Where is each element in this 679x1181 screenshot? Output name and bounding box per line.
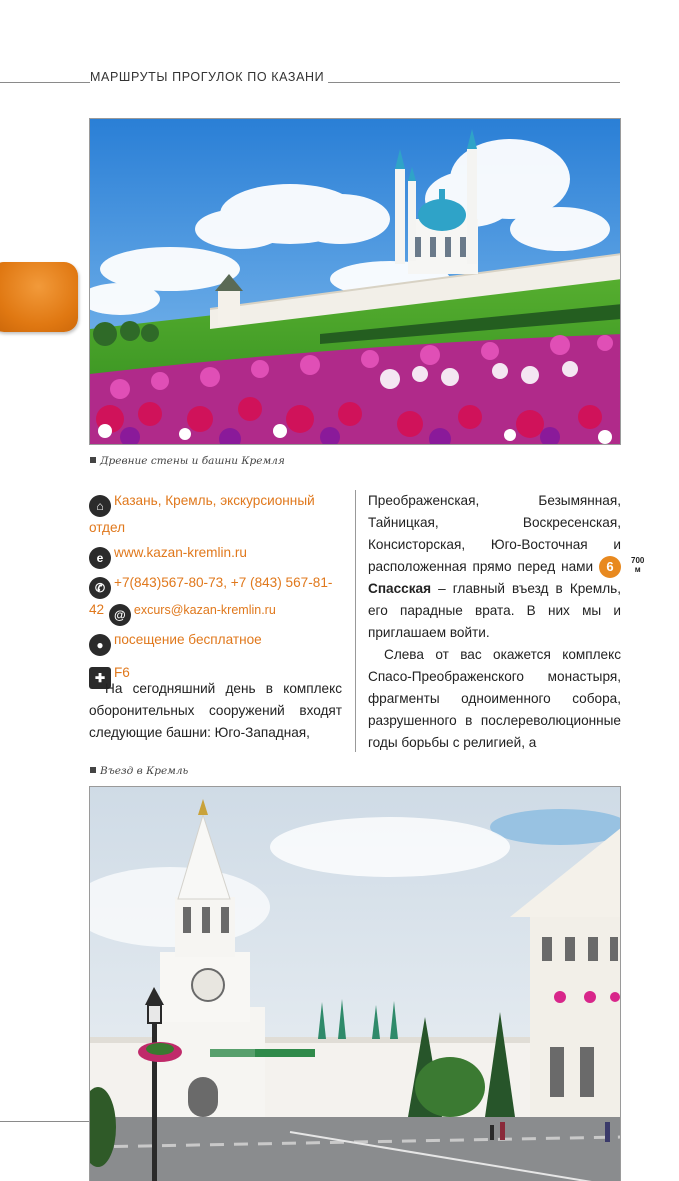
info-block	[89, 490, 344, 689]
email-link[interactable]: excurs@kazan-kremlin.ru	[133, 603, 276, 617]
location-badge: 6	[599, 556, 621, 578]
phone-row	[89, 572, 344, 626]
caption-bullet	[90, 457, 96, 463]
paragraph-2: Слева от вас окажется комплекс Спасо-Преображенского монастыря, фрагменты одноименного собора, разрушенного в послереволюционные годы борьбы с религией, а	[368, 647, 621, 750]
web-icon: e	[89, 547, 111, 569]
page-number-suffix: м	[634, 565, 641, 574]
photo-kremlin-walls	[89, 118, 621, 445]
website-row	[89, 542, 344, 569]
address-row	[89, 490, 344, 539]
address-text: Казань, Кремль, экскурсионный отдел	[89, 493, 315, 535]
photo-caption-walls	[90, 455, 285, 467]
at-icon: @	[109, 604, 131, 626]
running-header: МАРШРУТЫ ПРОГУЛОК ПО КАЗАНИ	[90, 70, 328, 84]
body-text-right	[368, 490, 621, 754]
website-link[interactable]: www.kazan-kremlin.ru	[114, 545, 247, 560]
location-name: Спасская	[368, 581, 432, 596]
caption-text: Въезд в Кремль	[100, 765, 189, 777]
ticket-icon: ●	[89, 634, 111, 656]
price-text: посещение бесплатное	[114, 632, 262, 647]
photo-caption-entrance	[90, 765, 188, 777]
page-number	[631, 556, 644, 574]
price-row	[89, 629, 344, 656]
photo-kremlin-entrance	[89, 786, 621, 1181]
footer-rule	[0, 1121, 89, 1122]
caption-bullet	[90, 767, 96, 773]
caption-text: Древние стены и башни Кремля	[100, 455, 285, 467]
body-text-left: На сегодняшний день в комплекс оборонительных сооружений входят следующие башни: Юго-Западная,	[89, 681, 342, 740]
phone-icon: ✆	[89, 577, 111, 599]
chapter-tab	[0, 262, 78, 332]
phone-text: +7(843)567-80-73, +7 (843) 567-81-42	[89, 575, 333, 617]
paragraph-1-text: Преображенская, Безымянная, Тайницкая, Воскресенская, Консисторская, Юго-Восточная и расположенная прямо перед нами	[368, 493, 621, 574]
home-icon: ⌂	[89, 495, 111, 517]
map-grid-icon: ✚	[89, 667, 111, 689]
page-number-value: 700	[631, 556, 645, 565]
paragraph-1	[368, 490, 621, 644]
column-divider	[355, 490, 356, 752]
paragraph-1-tail: – главный въезд в Кремль, его парадные врата. В них мы и приглашаем войти.	[368, 581, 621, 640]
map-ref: F6	[114, 665, 130, 680]
